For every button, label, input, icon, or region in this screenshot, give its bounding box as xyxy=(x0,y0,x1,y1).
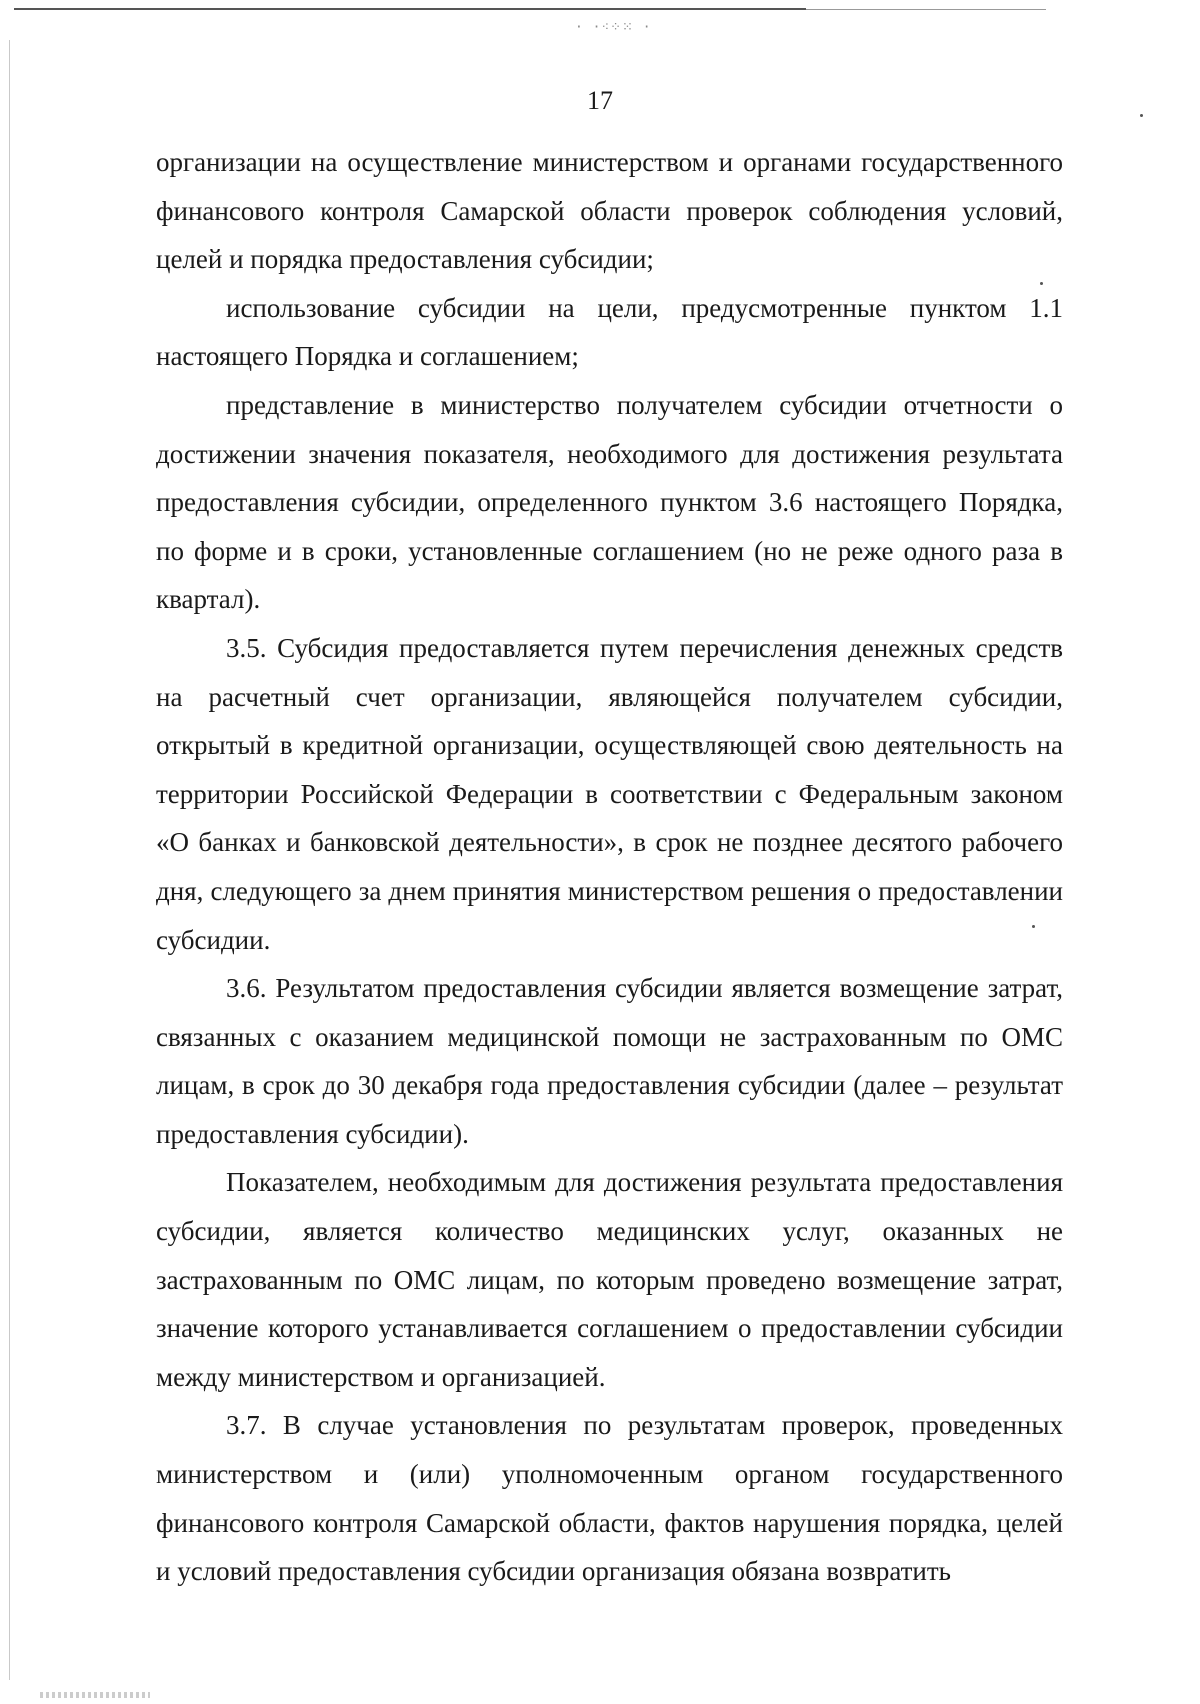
scan-speck xyxy=(1040,282,1043,285)
scan-bottom-noise xyxy=(40,1692,150,1698)
paragraph: представление в министерство получателем субсидии отчетности о достижении значения показателя, необходимого для достижения результата предоставления субсидии, определенного пунктом 3.6 настоящего Порядка, по форме и в сроки, установленные соглашением (но не реже одного раза в квартал). xyxy=(156,389,1063,615)
scan-speck xyxy=(1140,114,1143,117)
page-number: 17 xyxy=(587,86,613,115)
paragraph: 3.6. Результатом предоставления субсидии является возмещение затрат, связанных с оказанием медицинской помощи не застрахованным по ОМС лицам, в срок до 30 декабря года предоставления субсидии (далее – результат предоставления субсидии). xyxy=(156,973,1063,1149)
paragraph: организации на осуществление министерством и органами государственного финансового контроля Самарской области проверок соблюдения условий, целей и порядка предоставления субсидии; xyxy=(156,147,1063,275)
paragraph: 3.7. В случае установления по результатам проверок, проведенных министерством и (или) уполномоченным органом государственного финансового контроля Самарской области, фактов нарушения порядка, целей и условий предоставления субсидии организация обязана возвратить xyxy=(156,1410,1063,1587)
paragraph: 3.5. Субсидия предоставляется путем перечисления денежных средств на расчетный счет организации, являющейся получателем субсидии, открытый в кредитной организации, осуществляющей свою деятельность на территории Российской Федерации в соответствии с Федеральным законом «О банках и банковской деятельности», в срок не позднее десятого рабочего дня, следующего за днем принятия министерством решения о предоставлении субсидии. xyxy=(156,632,1063,955)
scan-speck xyxy=(1032,925,1035,928)
paragraph: Показателем, необходимым для достижения результата предоставления субсидии, является количество медицинских услуг, оказанных не застрахованным по ОМС лицам, по которым проведено возмещение затрат, значение которого устанавливается соглашением о предоставлении субсидии между министерством и организацией. xyxy=(156,1167,1063,1392)
body-text xyxy=(156,138,1063,1596)
top-border-line-faint xyxy=(806,9,1046,10)
scan-artifact-stamp-icon: · ·⁖⁘⁙ · xyxy=(575,20,652,35)
paragraph: использование субсидии на цели, предусмотренные пунктом 1.1 настоящего Порядка и соглашением; xyxy=(156,292,1063,372)
scan-left-edge xyxy=(9,40,10,1680)
top-border-line xyxy=(14,8,806,10)
